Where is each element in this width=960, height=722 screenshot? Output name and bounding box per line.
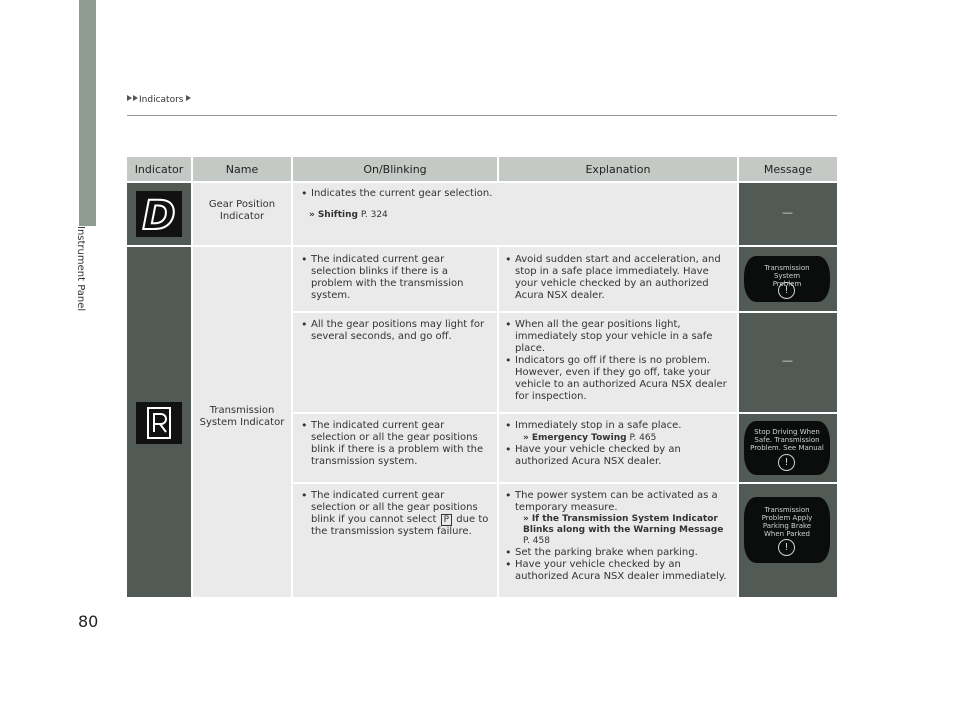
trans-row3-on-text: • The indicated current gear selection or all the gear positions blink if there is a problem with the transmission system. (301, 420, 489, 468)
breadcrumb (127, 95, 192, 105)
section-label: Instrument Panel (75, 226, 86, 312)
gear-name (193, 183, 291, 245)
trans-row2-msg (739, 313, 837, 412)
message-display-2 (744, 421, 830, 475)
trans-row4-exp-text-1: • The power system can be activated as a temporary measure. (505, 490, 731, 514)
page-number: 80 (78, 612, 99, 631)
header-rule (127, 115, 837, 116)
exclamation-gear-icon: ! (778, 454, 795, 471)
trans-row3-ref-label: Emergency Towing (531, 433, 627, 443)
breadcrumb-arrow-icon (133, 95, 138, 101)
message-display-3-text: Transmission Problem Apply Parking Brake When Parked (761, 506, 813, 538)
exclamation-gear-icon: ! (778, 539, 795, 556)
gear-name-text: Gear Position Indicator (208, 199, 276, 222)
gear-indicator-cell (127, 183, 191, 245)
double-arrow-icon: » (523, 514, 529, 524)
gear-indicator-icon (136, 191, 182, 237)
trans-name-text: Transmission System Indicator (199, 405, 285, 428)
trans-row3-msg (739, 414, 837, 482)
trans-row1-on (293, 247, 497, 311)
trans-row3-ref-page: P. 465 (629, 433, 657, 443)
message-display-2-text: Stop Driving When Safe. Transmission Problem. See Manual (750, 428, 824, 452)
double-arrow-icon: » (309, 210, 315, 220)
message-display-1-text: Transmission System Problem (764, 264, 810, 288)
trans-row4-ref (505, 514, 731, 547)
trans-row4-ref-label: If the Transmission System Indicator Blinks along with the Warning Message (523, 514, 724, 535)
p-position-icon: P (441, 514, 452, 526)
header-explanation: Explanation (499, 157, 737, 181)
trans-row2-message: — (782, 354, 793, 367)
breadcrumb-arrow-icon (127, 95, 132, 101)
header-message: Message (739, 157, 837, 181)
trans-indicator-cell (127, 247, 191, 597)
breadcrumb-arrow-icon (186, 95, 191, 101)
trans-row4-on-text (301, 490, 489, 538)
trans-row4-exp-text-2: • Set the parking brake when parking. (505, 547, 731, 559)
trans-row3-on (293, 414, 497, 482)
exclamation-gear-icon: ! (778, 282, 795, 299)
gear-message: — (782, 206, 793, 219)
breadcrumb-text: Indicators (139, 95, 184, 105)
header-on-blinking: On/Blinking (293, 157, 497, 181)
trans-row3-ref (505, 432, 731, 444)
gear-ref-label: Shifting (317, 210, 358, 220)
trans-row3-exp-text-1: • Immediately stop in a safe place. (505, 420, 731, 432)
trans-row2-exp-text-1: • When all the gear positions light, immediately stop your vehicle in a safe place. (505, 319, 731, 355)
trans-row2-on (293, 313, 497, 412)
trans-row4-on (293, 484, 497, 597)
trans-row3-exp-text-2: • Have your vehicle checked by an authorized Acura NSX dealer. (505, 444, 731, 468)
gear-message-cell (739, 183, 837, 245)
trans-name (193, 247, 291, 597)
header-indicator: Indicator (127, 157, 191, 181)
trans-row2-exp (499, 313, 737, 412)
gear-ref (301, 209, 729, 221)
transmission-indicator-icon (136, 402, 182, 444)
header-name: Name (193, 157, 291, 181)
trans-row2-on-text: • All the gear positions may light for several seconds, and go off. (301, 319, 489, 343)
trans-row4-exp-text-3: • Have your vehicle checked by an authorized Acura NSX dealer immediately. (505, 559, 731, 583)
message-display-1 (744, 256, 830, 302)
gear-on-explanation (293, 183, 737, 245)
trans-row3-exp (499, 414, 737, 482)
trans-row1-exp-text: • Avoid sudden start and acceleration, and stop in a safe place immediately. Have your vehicle checked by an authorized Acura NSX dealer. (505, 254, 731, 302)
trans-row4-on-text-b: due to the transmission system failure. (311, 514, 489, 537)
trans-row4-exp (499, 484, 737, 597)
trans-row4-msg (739, 484, 837, 597)
trans-row1-exp (499, 247, 737, 311)
trans-row4-on-text-a: The indicated current gear selection or all the gear positions blink if you cannot select (311, 490, 478, 525)
trans-row1-on-text: • The indicated current gear selection blinks if there is a problem with the transmission system. (301, 254, 489, 302)
message-display-3 (744, 497, 830, 563)
section-tab (79, 0, 96, 226)
gear-on-text: • Indicates the current gear selection. (301, 188, 729, 200)
gear-glyph: D (142, 193, 176, 237)
trans-row2-exp-text-2: • Indicators go off if there is no problem. However, even if they go off, take your vehicle to an authorized Acura NSX dealer for inspection. (505, 355, 731, 403)
gear-ref-page: P. 324 (360, 210, 388, 220)
trans-row4-ref-page: P. 458 (523, 536, 550, 546)
trans-row1-msg (739, 247, 837, 311)
double-arrow-icon: » (523, 433, 529, 443)
